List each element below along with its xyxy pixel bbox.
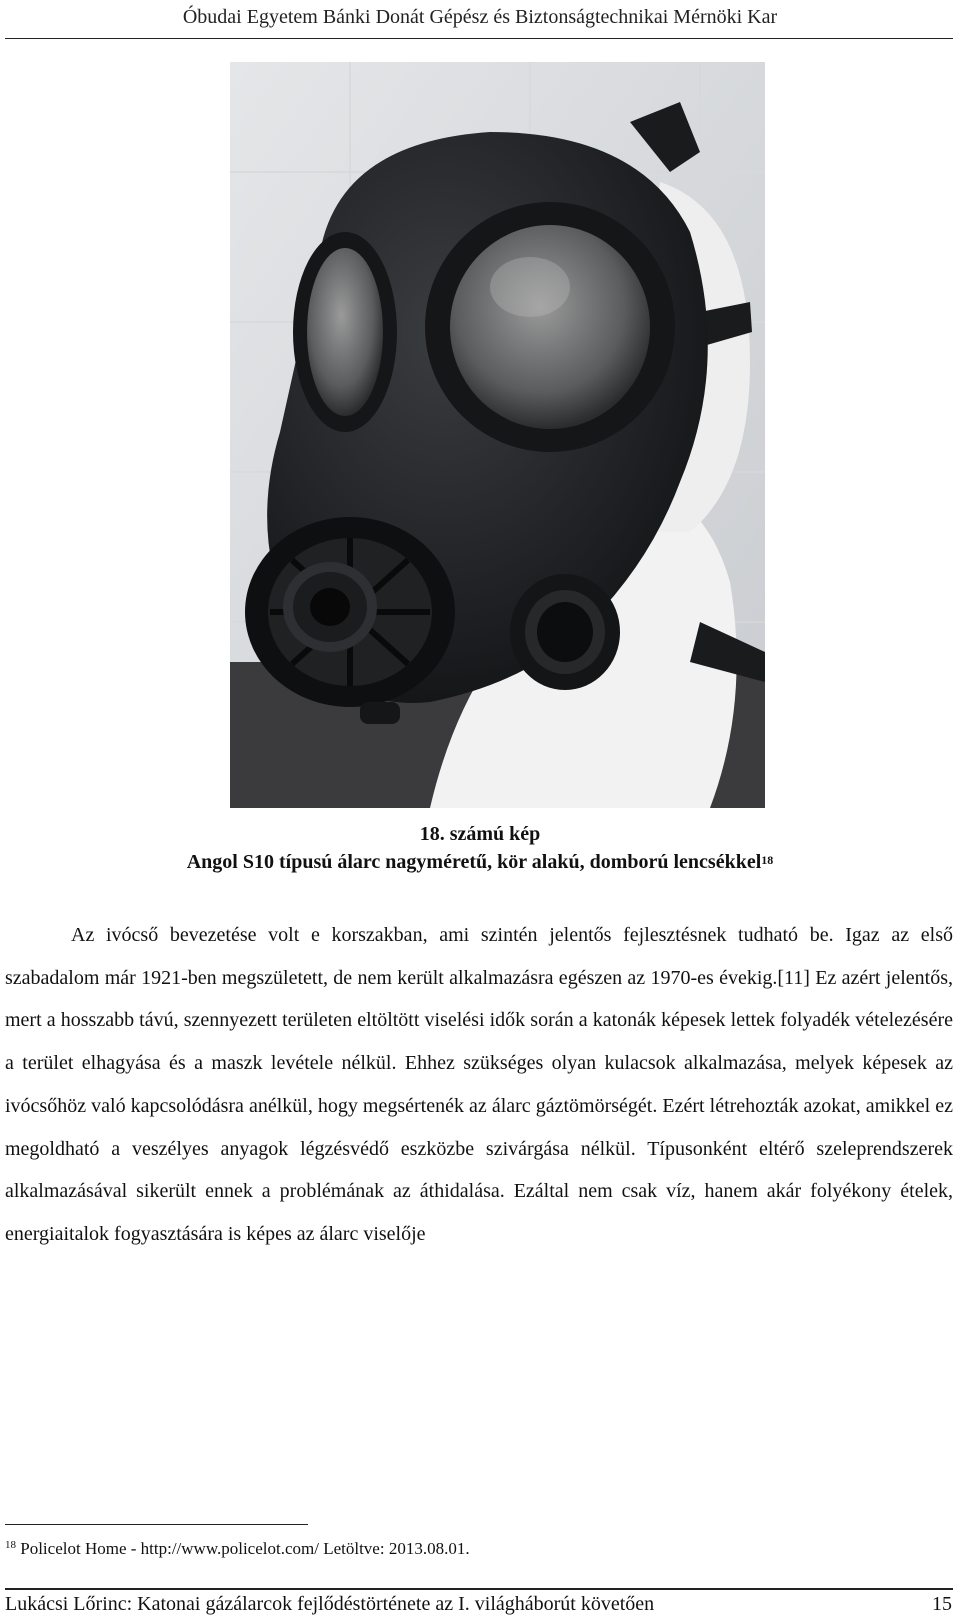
footnote-divider bbox=[5, 1524, 308, 1525]
figure-number: 18. számú kép bbox=[419, 823, 541, 845]
gas-mask-photo bbox=[230, 62, 765, 808]
figure-caption-text: Angol S10 típusú álarc nagyméretű, kör alakú, domború lencsékkel bbox=[186, 851, 762, 873]
paragraph: Az ivócső bevezetése volt e korszakban, ami szintén jelentős fejlesztésnek tudható be. Igaz az első szabadalom már 1921-ben megszületett, de nem került alkalmazásra egészen az 1970-es évekig.[11] Ez azért jelentős, mert a hosszabb távú, szennyezett területen eltöltött viselési idők során a katonák képesek lettek folyadék vételezésére a terület elhagyása és a maszk levétele nélkül. Ehhez szükséges olyan kulacsok alkalmazása, melyek képesek az ivócsőhöz való kapcsolódásra anélkül, hogy megsértenék az álarc gáztömörségét. Ezért létrehozták azokat, amikkel ez megoldható a veszélyes anyagok légzésvédő eszközbe szivárgása nélkül. Típusonként eltérő szeleprendszerek alkalmazásával sikerült ennek a problémának az áthidalása. Ezáltal nem csak víz, hanem akár folyékony ételek, energiaitalok fogyasztására is képes az álarc viselője bbox=[5, 924, 953, 1245]
body-text bbox=[5, 914, 953, 1256]
footnote-reference: 18 bbox=[761, 853, 774, 867]
header-divider bbox=[5, 38, 953, 39]
running-footer: Lukácsi Lőrinc: Katonai gázálarcok fejlődéstörténete az I. világháborút követően bbox=[5, 1593, 655, 1615]
page-number: 15 bbox=[932, 1593, 952, 1615]
running-header: Óbudai Egyetem Bánki Donát Gépész és Biztonságtechnikai Mérnöki Kar bbox=[182, 6, 778, 28]
footer-divider bbox=[5, 1588, 953, 1590]
figure-caption bbox=[0, 848, 960, 876]
footnote-text: Policelot Home - http://www.policelot.com/ Letöltve: 2013.08.01. bbox=[20, 1539, 470, 1558]
footnote-number: 18 bbox=[5, 1539, 16, 1551]
footnote bbox=[5, 1539, 470, 1559]
